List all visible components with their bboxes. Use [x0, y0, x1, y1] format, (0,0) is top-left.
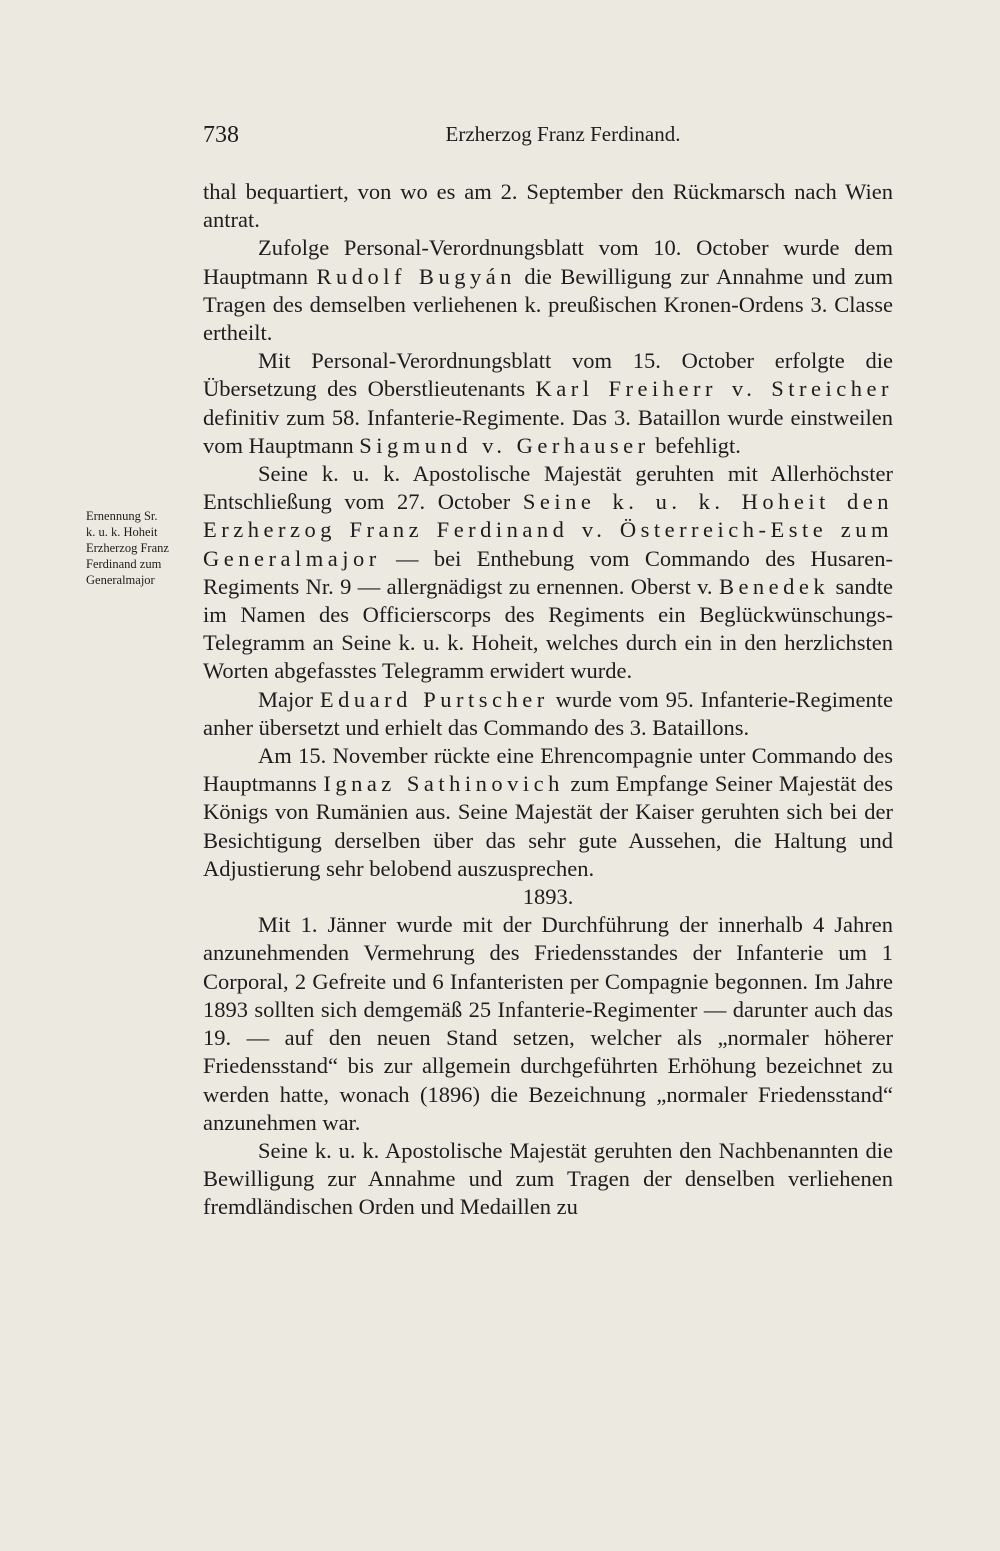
margin-note-line: Ernennung Sr. [86, 509, 158, 523]
margin-note-line: k. u. k. Hoheit [86, 525, 158, 539]
paragraph: Mit 1. Jänner wurde mit der Durchführung der innerhalb 4 Jahren anzunehmenden Vermehrung des Friedensstandes der Infanterie um 1 Corporal, 2 Gefreite und 6 Infanteristen per Compagnie begonnen. Im Jahre 1893 sollten sich demgemäß 25 Infanterie-Regimenter — darunter auch das 19. — auf den neuen Stand setzen, welcher als „normaler höherer Friedensstand“ bis zur allgemein durchgeführten Erhöhung bezeichnet zu werden hatte, wonach (1896) die Bezeichnung „normaler Friedensstand“ anzunehmen war. [203, 912, 893, 1135]
text-run: zum Empfange Seiner Majestät des Königs von Rumänien aus. Seine Majestät der Kaiser geruhten sich bei der Besichtigung derselben über das sehr gute Aussehen, die Haltung und Adjustierung sehr belobend auszusprechen. [203, 771, 893, 881]
text-run: die Bewilligung zur Annahme und zum Tragen des demselben verliehenen k. preußischen Kronen-Ordens 3. Classe ertheilt. [203, 263, 893, 346]
spaced-name: Eduard Purtscher [319, 686, 549, 712]
paragraph [203, 742, 893, 883]
text-run: Seine k. u. k. Apostolische Majestät geruhten mit Allerhöchster Entschließung vom 27. October [203, 461, 893, 515]
spaced-name: Ignaz Sathinovich [323, 771, 564, 797]
margin-note-line: Erzherzog Franz [86, 541, 169, 555]
spaced-name: Seine k. u. k. Hoheit den Erzherzog Franz Ferdinand v. Österreich-Este zum Generalmajor [203, 489, 893, 571]
text-run: Mit Personal-Verordnungsblatt vom 15. October erfolgte die Übersetzung des Oberstlieutenants [203, 348, 893, 402]
text-run: Major [258, 686, 320, 712]
page-header [203, 122, 893, 152]
paragraph [203, 234, 893, 347]
paragraph [203, 686, 893, 742]
margin-note-line: Ferdinand zum [86, 557, 162, 571]
text-run: befehligt. [649, 432, 741, 458]
text-run: sandte im Namen des Officierscorps des Regiments ein Beglückwünschungs-Telegramm an Seine k. u. k. Hoheit, welches durch ein in den herzlichsten Worten abgefasstes Telegramm erwidert wurde. [203, 573, 894, 684]
page-number: 738 [203, 122, 239, 148]
running-head: Erzherzog Franz Ferdinand. [445, 122, 681, 146]
spaced-name: Sigmund v. Gerhauser [359, 432, 650, 458]
text-run: Am 15. November rückte eine Ehrencompagnie unter Commando des Hauptmanns [203, 743, 893, 797]
margin-note-line: Generalmajor [86, 573, 155, 587]
text-run: wurde vom 95. Infanterie-Regimente anher übersetzt und erhielt das Commando des 3. Bataillons. [203, 686, 893, 740]
text-run: — bei Enthebung vom Commando des Husaren-Regiments Nr. 9 — allergnädigst zu ernennen. Oberst v. [203, 545, 893, 599]
year-heading: 1893. [522, 884, 574, 910]
text-run: Zufolge Personal-Verordnungsblatt vom 10. October wurde dem Hauptmann [203, 235, 893, 289]
paragraph [203, 347, 893, 460]
margin-note [86, 508, 206, 588]
paragraph: thal bequartiert, von wo es am 2. September den Rückmarsch nach Wien antrat. [203, 179, 893, 233]
body-text [203, 178, 893, 1222]
paragraph: Seine k. u. k. Apostolische Majestät geruhten den Nachbenannten die Bewilligung zur Annahme und zum Tragen der denselben verliehenen fremdländischen Orden und Medaillen zu [203, 1137, 893, 1220]
spaced-name: Rudolf Bugyán [316, 263, 516, 289]
text-run: definitiv zum 58. Infanterie-Regimente. Das 3. Bataillon wurde einstweilen vom Hauptmann [203, 404, 893, 458]
paragraph [203, 460, 893, 686]
spaced-name: Karl Freiherr v. Streicher [535, 376, 893, 402]
spaced-name: Benedek [718, 573, 830, 599]
